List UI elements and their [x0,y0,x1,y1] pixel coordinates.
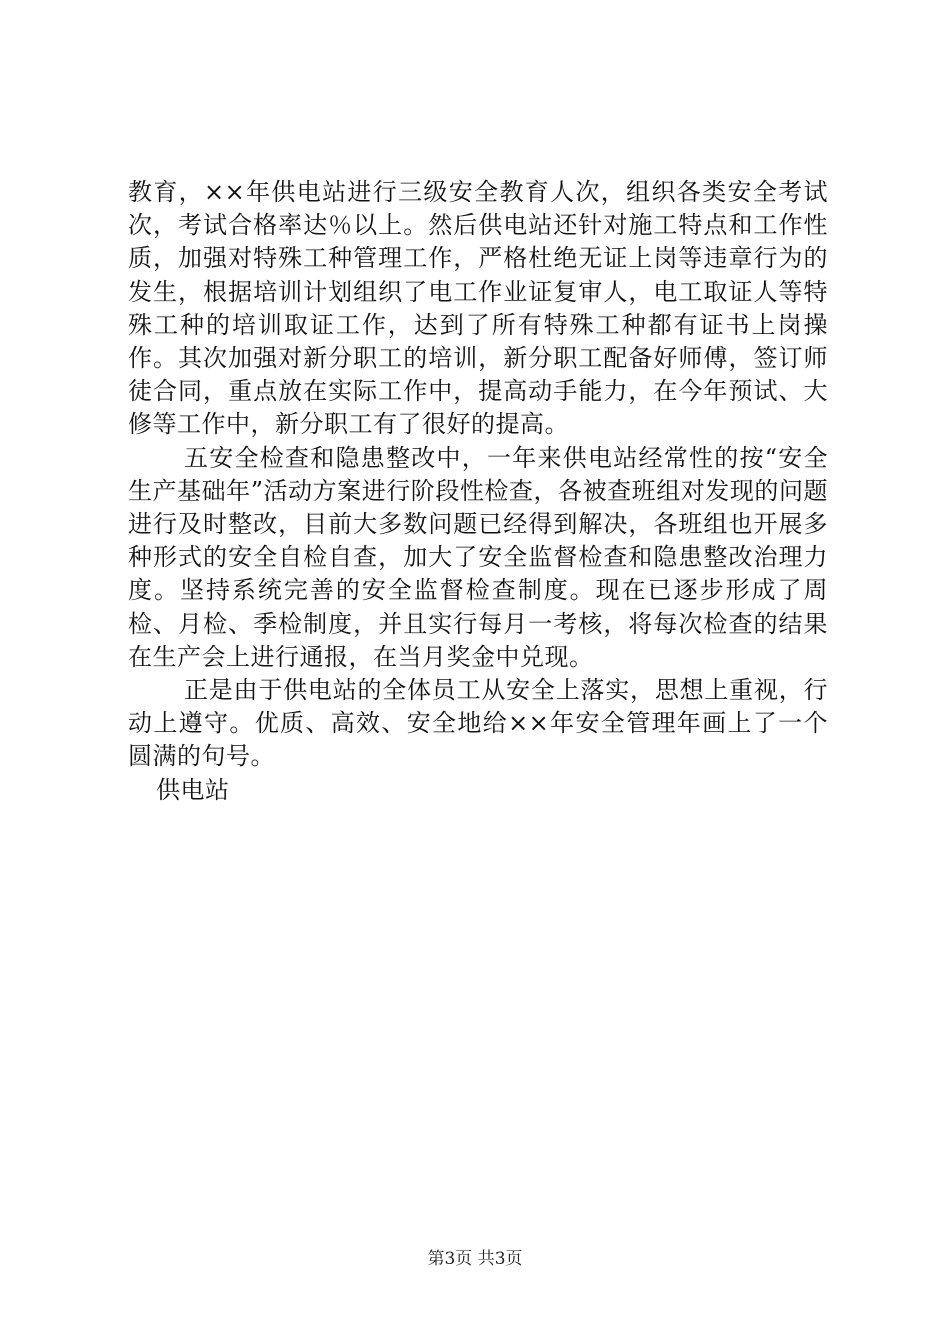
page-footer: 第3页 共3页 [427,1249,523,1269]
paragraph-conclusion: 正是由于供电站的全体员工从安全上落实，思想上重视，行动上遵守。优质、高效、安全地给××年安全管理年画上了一个圆满的句号。 [128,676,828,771]
paragraph-safety-inspection: 五安全检查和隐患整改中，一年来供电站经常性的按“安全生产基础年”活动方案进行阶段性检查，各被查班组对发现的问题进行及时整改，目前大多数问题已经得到解决，各班组也开展多种形式的安全自检自查，加大了安全监督检查和隐患整改治理力度。坚持系统完善的安全监督检查制度。现在已逐步形成了周检、月检、季检制度，并且实行每月一考核，将每次检查的结果在生产会上进行通报，在当月奖金中兑现。 [128,443,828,671]
signature: 供电站 [156,775,230,804]
paragraph-continued: 教育，××年供电站进行三级安全教育人次，组织各类安全考试次，考试合格率达％以上。然后供电站还针对施工特点和工作性质，加强对特殊工种管理工作，严格杜绝无证上岗等违章行为的发生，根据培训计划组织了电工作业证复审人，电工取证人等特殊工种的培训取证工作，达到了所有特殊工种都有证书上岗操作。其次加强对新分职工的培训，新分职工配备好师傅，签订师徒合同，重点放在实际工作中，提高动手能力，在今年预试、大修等工作中，新分职工有了很好的提高。 [128,178,828,439]
document-body [128,176,828,807]
